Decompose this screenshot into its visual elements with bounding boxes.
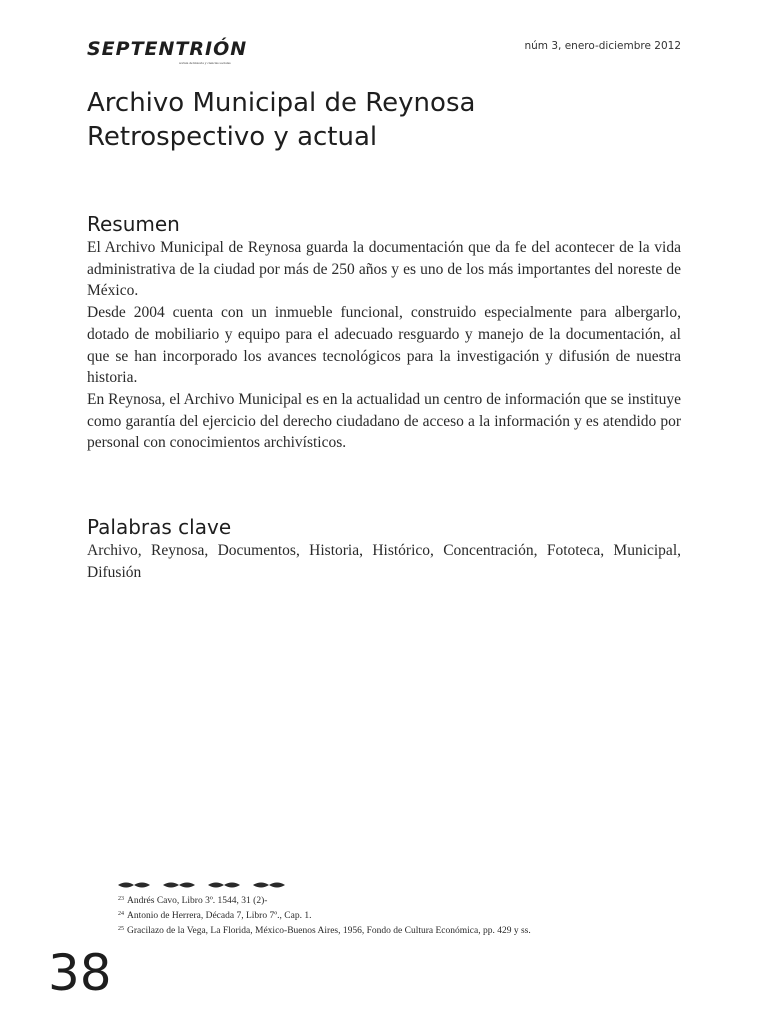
- abstract-paragraph: En Reynosa, el Archivo Municipal es en la actualidad un centro de información que se instituye como garantía del ejercicio del derecho ciudadano de acceso a la información y es atendido por personal con conocimientos archivísticos.: [87, 390, 681, 452]
- footnote: [118, 908, 531, 923]
- issue-info: núm 3, enero-diciembre 2012: [524, 40, 681, 52]
- page-number: 38: [48, 944, 112, 1002]
- logo-tagline: revista de historia y ciencias sociales: [179, 61, 231, 65]
- title-line-1: Archivo Municipal de Reynosa: [87, 88, 476, 118]
- footnotes: [118, 893, 531, 938]
- footnote-number: 25: [118, 926, 124, 932]
- abstract-body: [87, 237, 681, 454]
- article-title: [87, 86, 475, 154]
- footnote-ornament-divider: [118, 879, 288, 891]
- keywords-heading: Palabras clave: [87, 515, 232, 539]
- footnote-number: 24: [118, 911, 124, 917]
- abstract-heading: Resumen: [87, 212, 180, 236]
- footnote-text: Gracilazo de la Vega, La Florida, México-Buenos Aires, 1956, Fondo de Cultura Económica, pp. 429 y ss.: [127, 926, 531, 936]
- abstract-paragraph: Desde 2004 cuenta con un inmueble funcional, construido especialmente para albergarlo, dotado de mobiliario y equipo para el adecuado resguardo y manejo de la documentación, al que se han incorporado los avances tecnológicos para la investigación y difusión de nuestra historia.: [87, 304, 681, 387]
- footnote-text: Antonio de Herrera, Década 7, Libro 7º., Cap. 1.: [127, 911, 312, 921]
- keywords-text: Archivo, Reynosa, Documentos, Historia, Histórico, Concentración, Fototeca, Municipal, Difusión: [87, 542, 681, 581]
- logo-wordmark: SEPTENTRIÓN: [87, 38, 248, 60]
- footnote-text: Andrés Cavo, Libro 3º. 1544, 31 (2)-: [127, 896, 268, 906]
- footnote: [118, 893, 531, 908]
- footnote: [118, 923, 531, 938]
- abstract-paragraph: El Archivo Municipal de Reynosa guarda la documentación que da fe del acontecer de la vida administrativa de la ciudad por más de 250 años y es uno de los más importantes del noreste de México.: [87, 239, 681, 300]
- journal-logo: [87, 38, 259, 72]
- footnote-number: 23: [118, 896, 124, 902]
- title-line-2: Retrospectivo y actual: [87, 122, 378, 152]
